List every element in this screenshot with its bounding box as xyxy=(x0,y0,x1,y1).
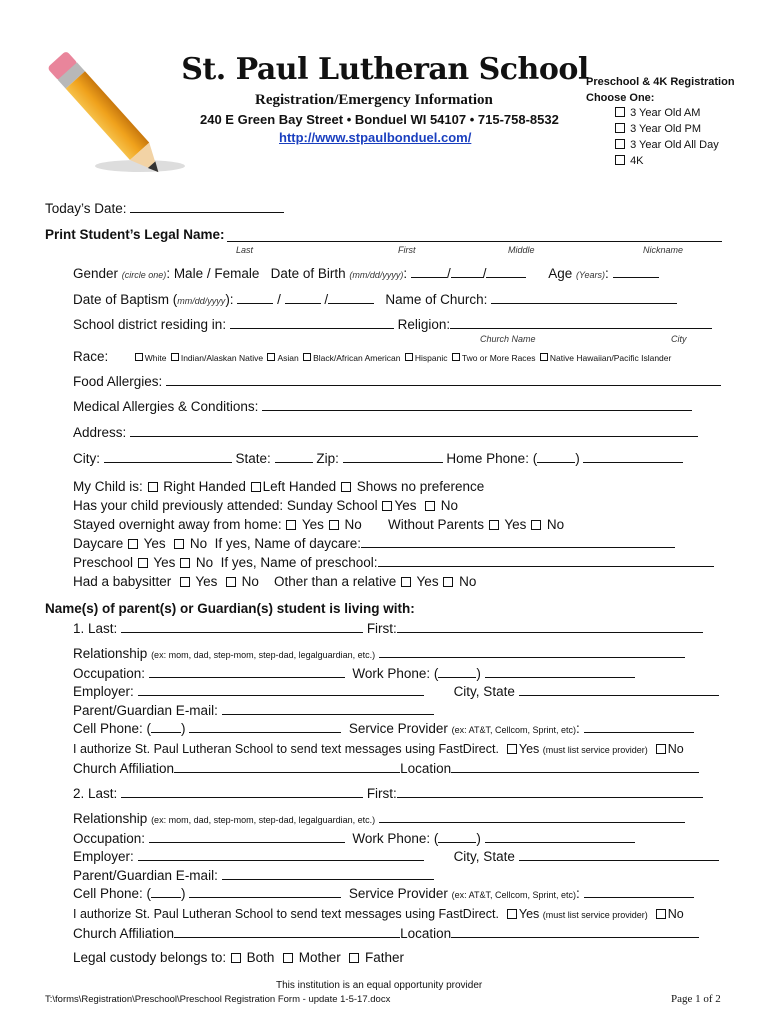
checkbox[interactable] xyxy=(171,353,179,361)
parent1-employer-field[interactable] xyxy=(138,683,424,696)
parent2-provider-field[interactable] xyxy=(584,885,694,898)
parent1-details: Relationship (ex: mom, dad, step-mom, step-dad, legalguardian, etc.) Occupation: Work Phone: ( ) Employer: City, State Parent/Guardian E-mail: Cell Phone: ( ) Service Provider (ex: AT&T, Cellcom, Sprint, etc): I authorize St. Paul Lutheran School to send text messages using FastDirect. Yes (must list service provider) No Church Affiliation Location xyxy=(73,645,719,778)
checkbox[interactable] xyxy=(615,155,625,165)
hint-church-name: Church Name xyxy=(480,334,536,344)
parent1-location-field[interactable] xyxy=(451,760,699,773)
age-field[interactable] xyxy=(613,265,659,278)
checkbox[interactable] xyxy=(405,353,413,361)
checkbox[interactable] xyxy=(148,482,158,492)
parent2-details: Relationship (ex: mom, dad, step-mom, step-dad, legalguardian, etc.) Occupation: Work Phone: ( ) Employer: City, State Parent/Guardian E-mail: Cell Phone: ( ) Service Provider (ex: AT&T, Cellcom, Sprint, etc): I authorize St. Paul Lutheran School to send text messages using FastDirect. Yes (must list service provider) No Church Affiliation Location xyxy=(73,810,719,943)
checkbox[interactable] xyxy=(452,353,460,361)
state-field[interactable] xyxy=(275,450,313,463)
equal-opportunity-note: This institution is an equal opportunity provider xyxy=(276,980,483,991)
page-number: Page 1 of 2 xyxy=(671,993,721,1005)
checkbox[interactable] xyxy=(329,520,339,530)
checkbox[interactable] xyxy=(615,107,625,117)
checkbox[interactable] xyxy=(349,953,359,963)
hint-middle: Middle xyxy=(508,245,535,255)
registration-title: Preschool & 4K Registration xyxy=(586,76,735,88)
parent1-provider-field[interactable] xyxy=(584,720,694,733)
checkbox[interactable] xyxy=(615,123,625,133)
food-allergies-field[interactable] xyxy=(166,373,721,386)
gender-dob-row: Gender (circle one): Male / Female Date of Birth (mm/dd/yyyy): / / Age (Years): xyxy=(73,265,659,281)
parent2-first-field[interactable] xyxy=(397,785,703,798)
baptism-month[interactable] xyxy=(237,291,273,304)
zip-field[interactable] xyxy=(343,450,443,463)
checkbox[interactable] xyxy=(267,353,275,361)
district-row: School district residing in: Religion: xyxy=(73,316,712,332)
legal-name-label: Print Student’s Legal Name: xyxy=(45,227,225,242)
city-state-zip-row: City: State: Zip: Home Phone: ( ) xyxy=(73,450,683,466)
checkbox[interactable] xyxy=(138,558,148,568)
file-path: T:\forms\Registration\Preschool\Preschool Registration Form - update 1-5-17.docx xyxy=(45,994,391,1005)
checkbox[interactable] xyxy=(135,353,143,361)
option-4k[interactable]: 4K xyxy=(614,153,735,169)
checkbox[interactable] xyxy=(540,353,548,361)
school-name: St. Paul Lutheran School xyxy=(181,52,589,87)
school-address: 240 E Green Bay Street • Bonduel WI 54107 • 715-758-8532 xyxy=(200,112,559,127)
custody-row: Legal custody belongs to: Both Mother Father xyxy=(73,950,405,965)
hint-first: First xyxy=(398,245,416,255)
checkbox[interactable] xyxy=(615,139,625,149)
religion-field[interactable] xyxy=(450,316,712,329)
parent2-occupation-field[interactable] xyxy=(149,830,345,843)
checkbox[interactable] xyxy=(231,953,241,963)
checkbox[interactable] xyxy=(180,558,190,568)
parent2-last-field[interactable] xyxy=(121,785,363,798)
checkbox[interactable] xyxy=(382,501,392,511)
dob-day[interactable] xyxy=(451,265,483,278)
church-name-field[interactable] xyxy=(491,291,677,304)
checkbox[interactable] xyxy=(507,744,517,754)
district-field[interactable] xyxy=(230,316,394,329)
daycare-name-field[interactable] xyxy=(361,535,675,548)
school-website-link[interactable]: http://www.stpaulbonduel.com/ xyxy=(279,130,472,145)
parent2-work-area[interactable] xyxy=(438,830,476,843)
hint-last: Last xyxy=(236,245,254,255)
hint-city: City xyxy=(671,334,687,344)
checkbox[interactable] xyxy=(425,501,435,511)
form-subtitle: Registration/Emergency Information xyxy=(255,92,493,108)
checkbox[interactable] xyxy=(656,744,666,754)
registration-box xyxy=(586,76,735,169)
checkbox[interactable] xyxy=(226,577,236,587)
baptism-day[interactable] xyxy=(285,291,321,304)
parents-heading: Name(s) of parent(s) or Guardian(s) student is living with: xyxy=(45,601,415,616)
race-row: Race: White Indian/Alaskan Native Asian Black/African American Hispanic Two or More Races Native Hawaiian/Pacific Islander xyxy=(73,349,672,364)
address-field[interactable] xyxy=(130,424,698,437)
preschool-name-field[interactable] xyxy=(378,554,714,567)
checkbox[interactable] xyxy=(489,520,499,530)
parent2-work-phone-field[interactable] xyxy=(485,830,635,843)
option-3yr-pm[interactable]: 3 Year Old PM xyxy=(614,121,735,137)
parent2-location-field[interactable] xyxy=(451,925,699,938)
address-row: Address: xyxy=(73,424,698,440)
parent2-cell-field[interactable] xyxy=(189,885,341,898)
checkbox[interactable] xyxy=(283,953,293,963)
option-3yr-all-day[interactable]: 3 Year Old All Day xyxy=(614,137,735,153)
parent1-last-field[interactable] xyxy=(121,620,363,633)
parent2-employer-field[interactable] xyxy=(138,848,424,861)
parent1-church-field[interactable] xyxy=(174,760,400,773)
checkbox[interactable] xyxy=(443,577,453,587)
city-field[interactable] xyxy=(104,450,232,463)
parent2-church-field[interactable] xyxy=(174,925,400,938)
parent1-name-row: 1. Last: First: xyxy=(73,620,703,636)
parent1-work-area[interactable] xyxy=(438,665,476,678)
parent1-email-field[interactable] xyxy=(222,702,434,715)
baptism-row: Date of Baptism (mm/dd/yyyy): / / Name of Church: xyxy=(73,291,677,307)
parent1-occupation-field[interactable] xyxy=(149,665,345,678)
dob-year[interactable] xyxy=(486,265,526,278)
home-phone-field[interactable] xyxy=(583,450,683,463)
checkbox[interactable] xyxy=(128,539,138,549)
parent1-city-state-field[interactable] xyxy=(519,683,719,696)
option-3yr-am[interactable]: 3 Year Old AM xyxy=(614,105,735,121)
checkbox[interactable] xyxy=(401,577,411,587)
parent2-relationship-field[interactable] xyxy=(379,810,685,823)
parent2-name-row: 2. Last: First: xyxy=(73,785,703,801)
parent2-email-field[interactable] xyxy=(222,867,434,880)
checkbox[interactable] xyxy=(174,539,184,549)
parent2-city-state-field[interactable] xyxy=(519,848,719,861)
todays-date-row: Today’s Date: xyxy=(45,200,284,216)
dob-month[interactable] xyxy=(411,265,447,278)
parent1-cell-field[interactable] xyxy=(189,720,341,733)
medical-allergies-row: Medical Allergies & Conditions: xyxy=(73,398,692,414)
checkbox[interactable] xyxy=(286,520,296,530)
parent2-cell-area[interactable] xyxy=(151,885,181,898)
parent1-work-phone-field[interactable] xyxy=(485,665,635,678)
todays-date-field[interactable] xyxy=(130,200,284,213)
checkbox[interactable] xyxy=(341,482,351,492)
parent1-cell-area[interactable] xyxy=(151,720,181,733)
food-allergies-row: Food Allergies: xyxy=(73,373,721,389)
checkbox[interactable] xyxy=(656,909,666,919)
checkbox[interactable] xyxy=(251,482,261,492)
hint-nickname: Nickname xyxy=(643,245,684,255)
history-section: My Child is: Right Handed Left Handed Shows no preference Has your child previously attended: Sunday School Yes No Stayed overnight away from home: Yes No Without Parents Yes No Daycare Yes No If yes, Name of daycare: Preschool Yes No If yes, Name of preschool: Had a babysitter Yes No Other than a relative Yes No xyxy=(73,477,714,591)
parent1-first-field[interactable] xyxy=(397,620,703,633)
parent1-relationship-field[interactable] xyxy=(379,645,685,658)
home-phone-area[interactable] xyxy=(537,450,575,463)
choose-one-label: Choose One: xyxy=(586,92,655,104)
checkbox[interactable] xyxy=(303,353,311,361)
checkbox[interactable] xyxy=(531,520,541,530)
checkbox[interactable] xyxy=(180,577,190,587)
checkbox[interactable] xyxy=(507,909,517,919)
legal-name-field[interactable] xyxy=(227,228,722,242)
baptism-year[interactable] xyxy=(328,291,374,304)
medical-allergies-field[interactable] xyxy=(262,398,692,411)
